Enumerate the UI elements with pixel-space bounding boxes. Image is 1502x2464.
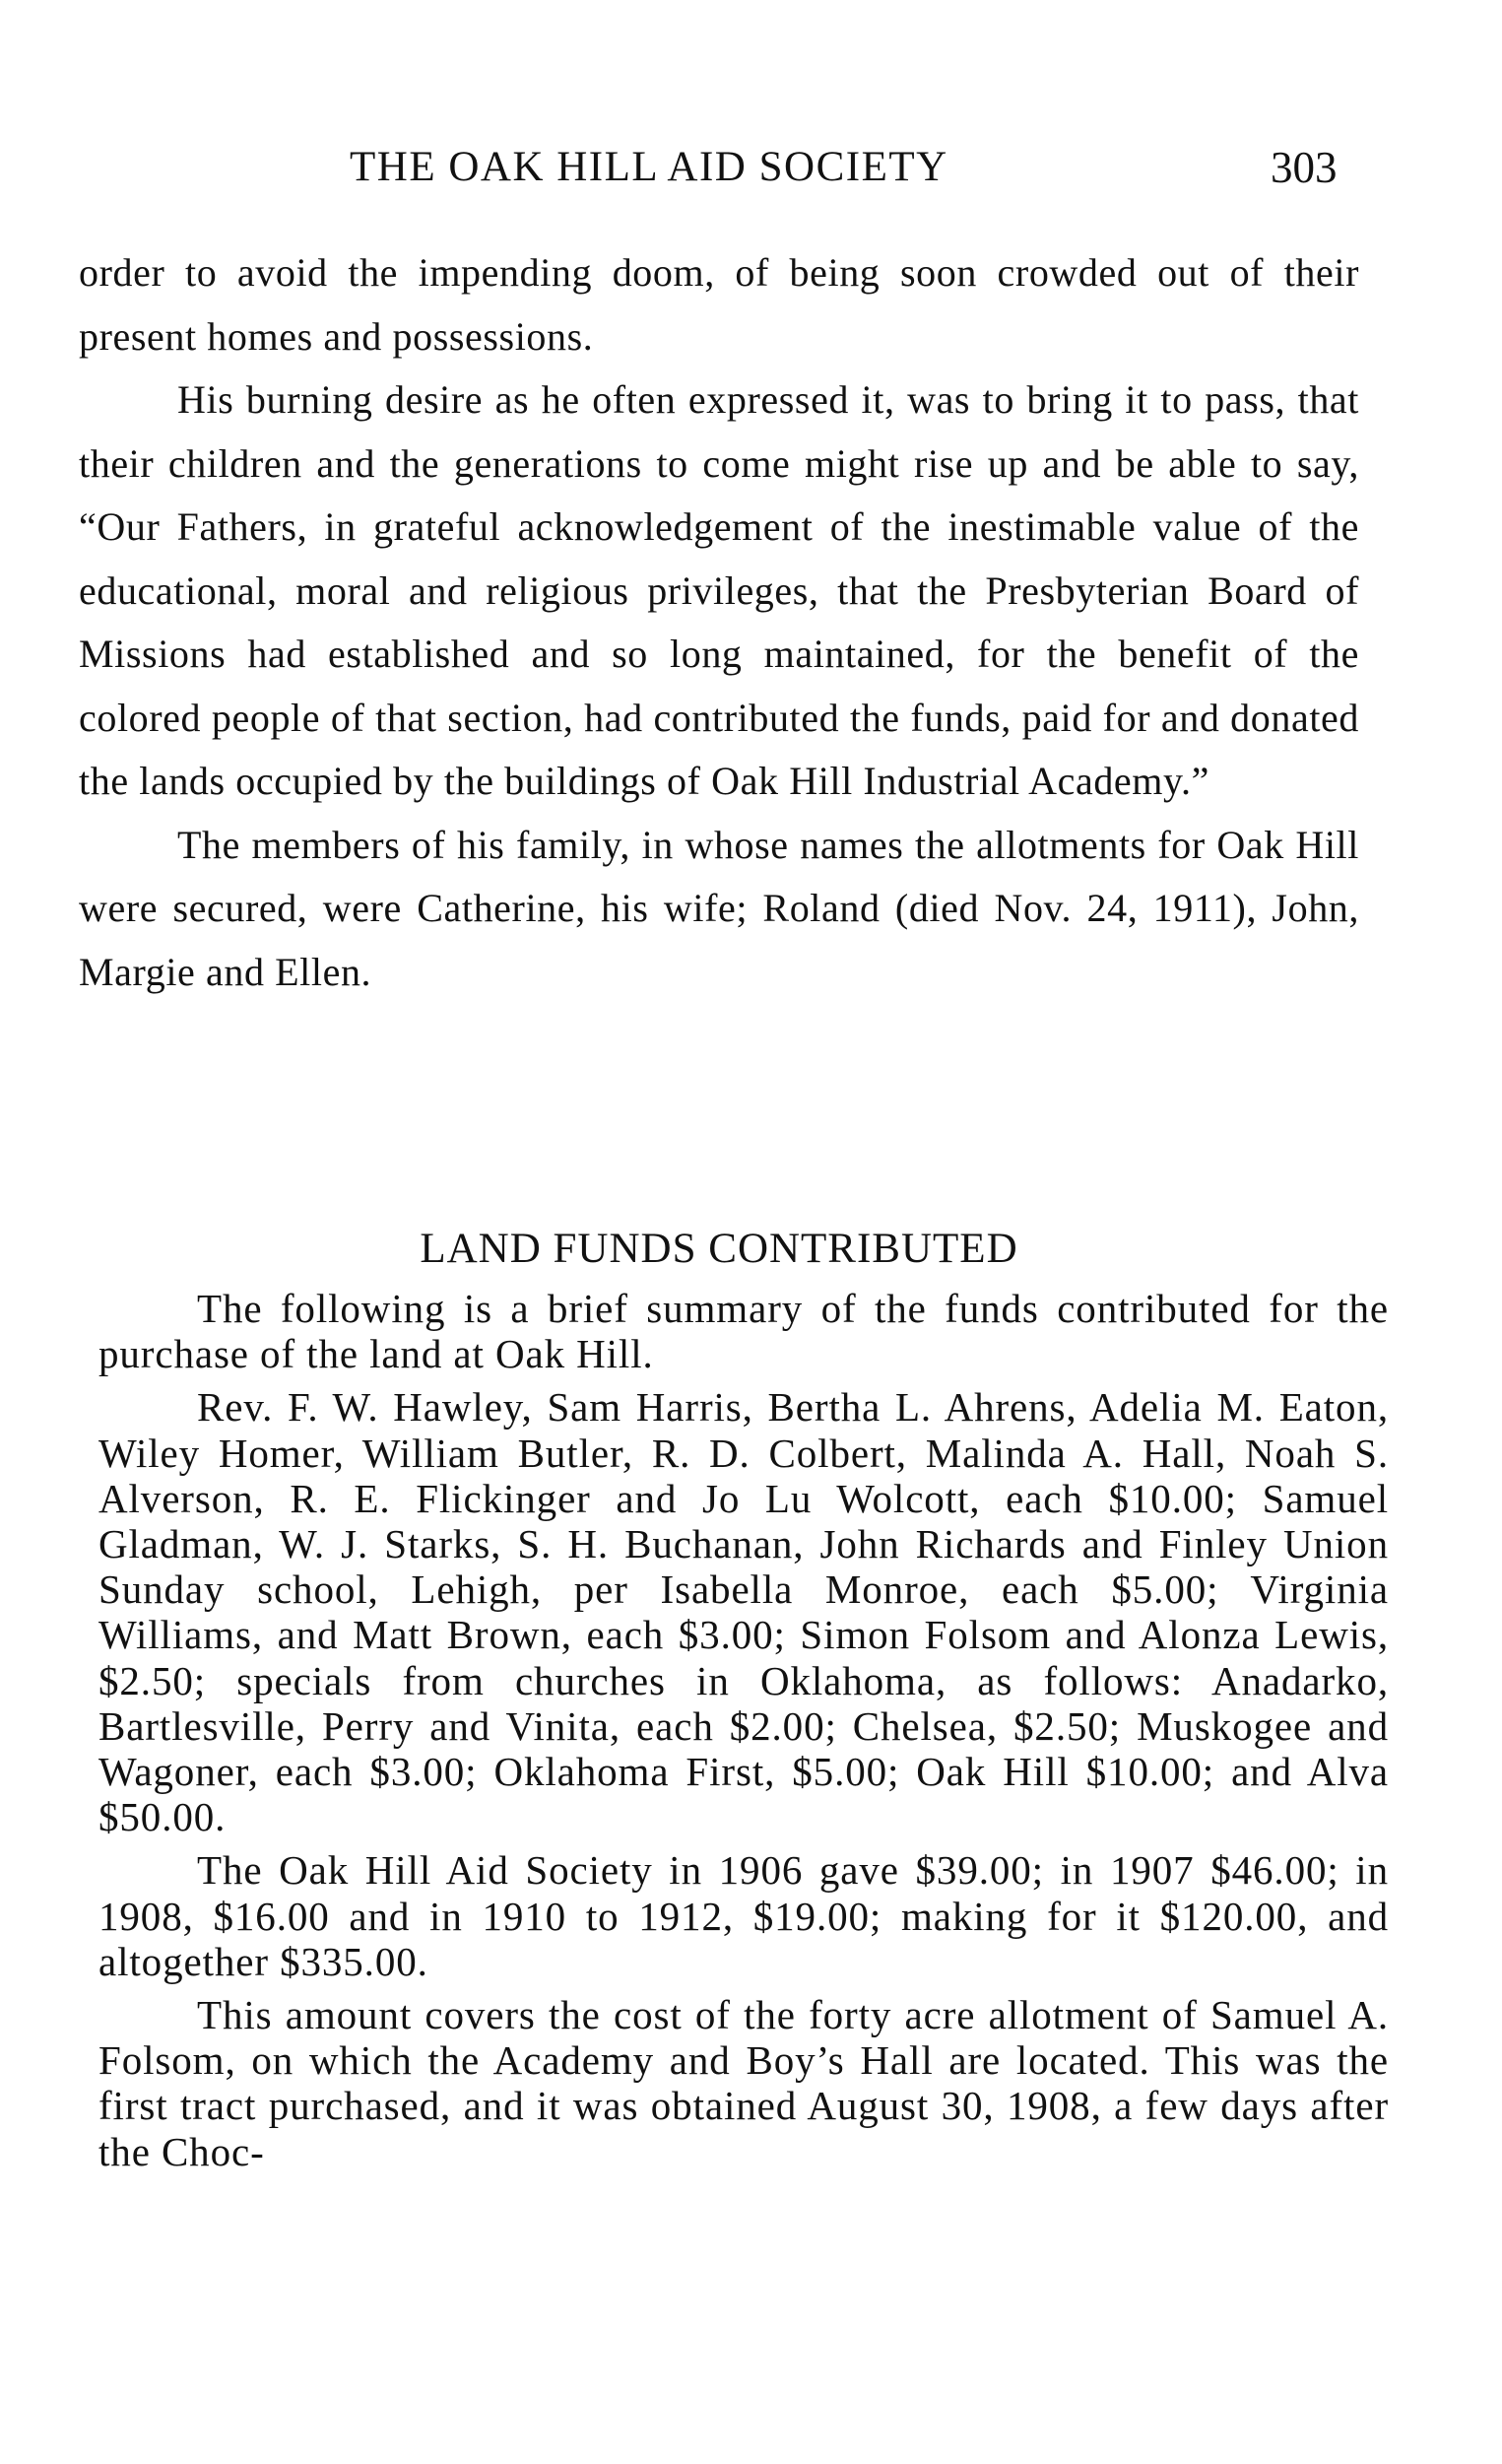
paragraph: The Oak Hill Aid Society in 1906 gave $39.00; in 1907 $46.00; in 1908, $16.00 and in 1910 to 1912, $19.00; making for it $120.00, and altogether $335.00.	[98, 1847, 1389, 1984]
paragraph: order to avoid the impending doom, of being soon crowded out of their present homes and possessions.	[79, 250, 1359, 359]
paragraph: Rev. F. W. Hawley, Sam Harris, Bertha L. Ahrens, Adelia M. Eaton, Wiley Homer, William Butler, R. D. Colbert, Malinda A. Hall, Noah S. Alverson, R. E. Flickinger and Jo Lu Wolcott, each $10.00; Samuel Gladman, W. J. Starks, S. H. Buchanan, John Richards and Finley Union Sunday school, Lehigh, per Isabella Monroe, each $5.00; Virginia Williams, and Matt Brown, each $3.00; Simon Folsom and Alonza Lewis, $2.50; specials from churches in Oklahoma, as follows: Anadarko, Bartlesville, Perry and Vinita, each $2.00; Chelsea, $2.50; Muskogee and Wagoner, each $3.00; Oklahoma First, $5.00; Oak Hill $10.00; and Alva $50.00.	[98, 1384, 1389, 1840]
paragraph: The members of his family, in whose names the allotments for Oak Hill were secured, were Catherine, his wife; Roland (died Nov. 24, 1911), John, Margie and Ellen.	[79, 822, 1359, 994]
section-heading: LAND FUNDS CONTRIBUTED	[420, 1226, 1018, 1272]
section-one-text	[79, 241, 1359, 1004]
section-two-text	[98, 1286, 1389, 2182]
paragraph: His burning desire as he often expressed it, was to bring it to pass, that their children and the generations to come might rise up and be able to say, “Our Fathers, in grateful acknowledgement of the inestimable value of the educational, moral and religious privileges, that the Presbyterian Board of Missions had established and so long maintained, for the benefit of the colored people of that section, had contributed the funds, paid for and donated the lands occupied by the buildings of Oak Hill Industrial Academy.”	[79, 377, 1359, 803]
paragraph: The following is a brief summary of the funds contributed for the purchase of the land at Oak Hill.	[98, 1286, 1389, 1377]
page-number: 303	[1271, 143, 1338, 192]
page-header	[79, 138, 1359, 217]
paragraph: This amount covers the cost of the forty acre allotment of Samuel A. Folsom, on which the Academy and Boy’s Hall are located. This was the first tract purchased, and it was obtained August 30, 1908, a few days after the Choc-	[98, 1992, 1389, 2174]
running-title: THE OAK HILL AID SOCIETY	[350, 144, 948, 190]
